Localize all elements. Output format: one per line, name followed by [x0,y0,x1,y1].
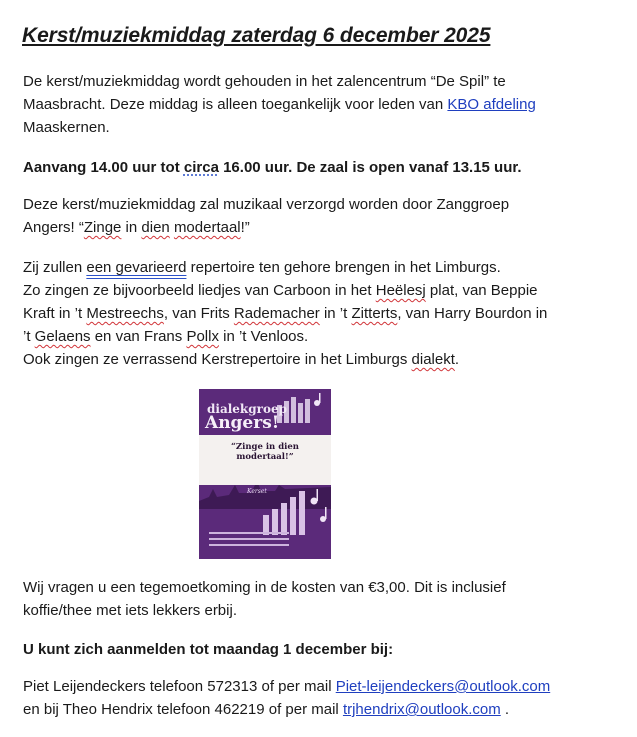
rep-l3-a: Kraft in ’t [23,305,87,322]
poster-slogan-line-1: “Zinge in dien [231,442,299,452]
rep-l2-b: plat, van Beppie [425,282,538,299]
rep-l3-c: in ’t [319,305,352,322]
contact-line-2 [23,698,613,721]
poster-brand-line-2: Angers! [205,413,280,433]
rep-l1-b: repertoire ten gehore brengen in het Limburgs. [186,259,501,276]
rep-l4-c: in ’t Venloos. [218,328,309,345]
angers-poster-image [199,389,331,559]
repertoire-line-2 [23,279,613,302]
rep-l5-a: Ook zingen ze verrassend Kerstrepertoire in het Limburgs [23,351,412,368]
rep-l5-b: . [454,351,460,368]
word-modertaal: modertaal [173,219,241,236]
costs-line-2: koffie/thee met iets lekkers erbij. [23,602,237,619]
register-line: U kunt zich aanmelden tot maandag 1 december bij: [23,641,394,658]
contact-line-1 [23,675,613,698]
costs-paragraph [23,576,613,622]
contacts-paragraph [23,675,613,721]
poster-tagline: Kerset [247,488,267,495]
times-text-b: 16.00 uur. De zaal is open vanaf 13.15 uur. [218,159,522,176]
repertoire-line-4 [23,325,613,348]
times-paragraph [23,156,613,179]
repertoire-line-3 [23,302,613,325]
music-paragraph [23,193,613,239]
intro-line-2 [23,93,613,116]
rep-l4-b: en van Frans [90,328,187,345]
repertoire-paragraph [23,256,613,371]
word-dien: dien [141,219,170,236]
music-text-a: Angers! “ [23,219,84,236]
rep-l4-a: ’t [23,328,35,345]
register-paragraph [23,638,613,661]
rep-l2-a: Zo zingen ze bijvoorbeeld liedjes van Carboon in het [23,282,376,299]
poster-slogan-line-2: modertaal!” [236,452,294,462]
contact-2-text: en bij Theo Hendrix telefoon 462219 of per mail [23,701,343,718]
word-een-gevarieerd: een gevarieerd [86,259,187,276]
repertoire-line-5 [23,348,613,371]
poster-footer-lines [209,532,289,550]
costs-line-1: Wij vragen u een tegemoetkoming in de kosten van €3,00. Dit is inclusief [23,579,506,596]
poster-slogan [199,442,331,462]
word-rademacher: Rademacher [233,305,320,322]
word-zitterts: Zitterts [351,305,398,322]
intro-line-3: Maaskernen. [23,119,110,136]
kbo-link[interactable]: KBO afdeling [447,96,536,113]
rep-l1-a: Zij zullen [23,259,87,276]
rep-l3-d: , van Harry Bourdon in [397,305,548,322]
intro-line-1: De kerst/muziekmiddag wordt gehouden in het zalencentrum “De Spil” te [23,73,506,90]
times-line [23,156,613,179]
word-heelesj: Heëlesj [375,282,426,299]
rep-l3-b: , van Frits [163,305,234,322]
word-dialekt: dialekt [411,351,455,368]
poster-brand-line-1: dialekgroep [207,402,287,416]
music-line-2 [23,216,613,239]
music-text-d: !” [240,219,250,236]
music-text-b: in [121,219,142,236]
word-circa: circa [183,159,219,176]
word-pollx: Pollx [186,328,219,345]
intro-line-2-text: Maasbracht. Deze middag is alleen toegankelijk voor leden van [23,96,448,113]
music-line-1: Deze kerst/muziekmiddag zal muzikaal verzorgd worden door Zanggroep [23,196,510,213]
document-title: Kerst/muziekmiddag zaterdag 6 december 2025 [22,24,491,47]
times-text-a: Aanvang 14.00 uur tot [23,159,184,176]
word-gelaens: Gelaens [34,328,91,345]
word-zinge: Zinge [83,219,122,236]
intro-paragraph [23,70,613,139]
contact-1-text: Piet Leijendeckers telefoon 572313 of per mail [23,678,336,695]
contact-2-end: . [500,701,510,718]
repertoire-line-1 [23,256,613,279]
word-mestreechs: Mestreechs [86,305,164,322]
email-link-piet[interactable]: Piet-leijendeckers@outlook.com [335,678,551,695]
email-link-theo[interactable]: trjhendrix@outlook.com [342,701,501,718]
